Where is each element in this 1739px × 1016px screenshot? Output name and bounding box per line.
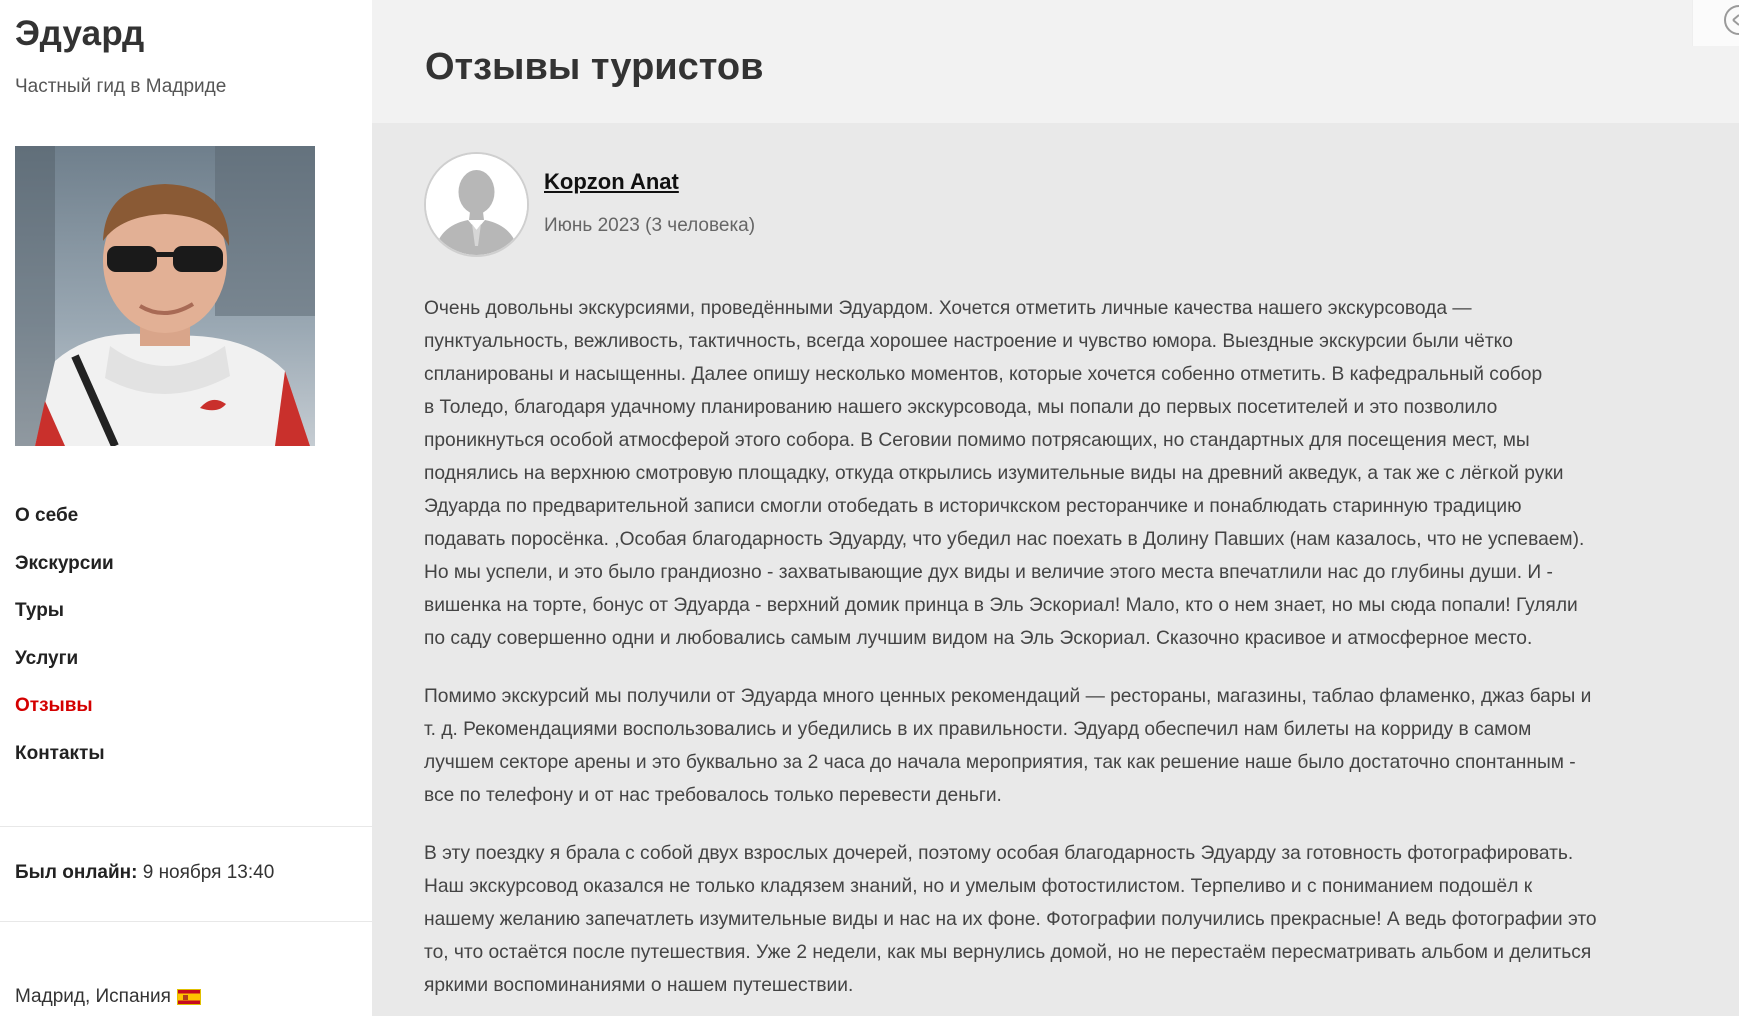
spain-flag-icon (177, 989, 201, 1005)
guide-photo (15, 146, 315, 446)
scroll-up-widget[interactable] (1692, 0, 1739, 46)
sidebar-divider (0, 826, 372, 827)
nav-item-reviews[interactable]: Отзывы (15, 695, 93, 716)
review-text (424, 292, 1724, 1016)
last-online-label: Был онлайн: (15, 862, 138, 883)
nav-item-tours[interactable]: Туры (15, 600, 65, 621)
location-text: Мадрид, Испания (15, 986, 171, 1007)
review-paragraph: Помимо экскурсий мы получили от Эдуарда много ценных рекомендаций — рестораны, магазины, таблао фламенко, джаз бары и т. д. Рекомендациями воспользовались и убедились в их правильности. Эдуард обеспечил нам билеты на корриду в самом лучшем секторе арены и это буквально за 2 часа до начала мероприятия, так как решение наше было достаточно спонтанным - все по телефону и от нас требовалось только перевести деньги. (424, 686, 1592, 806)
scroll-up-widget-icon (1723, 0, 1739, 40)
last-online-value: 9 ноября 13:40 (142, 862, 275, 883)
page-title: Отзывы туристов (425, 46, 764, 88)
guide-name[interactable]: Эдуард (15, 14, 145, 53)
sidebar-divider (0, 921, 372, 922)
sidebar (0, 0, 372, 1016)
guide-location (15, 986, 201, 1008)
guide-portrait-image (15, 146, 315, 446)
nav-item-services[interactable]: Услуги (15, 647, 79, 669)
reviewer-avatar (424, 152, 529, 257)
default-user-silhouette-icon (426, 154, 527, 255)
nav-item-contacts[interactable]: Контакты (15, 742, 105, 764)
guide-subtitle: Частный гид в Мадриде (15, 76, 227, 97)
sidebar-nav (15, 500, 114, 785)
reviewer-name-link[interactable]: Kopzon Anat (544, 169, 679, 194)
review-date-and-group: Июнь 2023 (3 человека) (544, 215, 756, 236)
last-online (15, 862, 274, 884)
nav-item-about[interactable]: О себе (15, 505, 79, 526)
nav-item-excursions[interactable]: Экскурсии (15, 552, 114, 574)
review-paragraph: Очень довольны экскурсиями, проведёнными Эдуардом. Хочется отметить личные качества нашего экскурсовода — пунктуальность, вежливость, тактичность, всегда хорошее настроение и чувство юмора. Выездные экскурсии были чётко спланированы и насыщенны. Далее опишу несколько моментов, которые хочется собенно отметить. В кафедральный собор в Толедо, благодаря удачному планированию нашего экскурсовода, мы попали до первых посетителей и это позволило проникнуться особой атмосферой этого собора. В Сеговии помимо потрясающих, но стандартных для посещения мест, мы поднялись на верхнюю смотровую площадку, откуда открылись изумительные виды на древний акведук, а так же с лёгкой руки Эдуарда по предварительной записи смогли отобедать в историчкском ресторанчике и понаблюдать старинную традицию подавать поросёнка. ,Особая благодарность Эдуарду, что убедил нас поехать в Долину Павших (нам казалось, что не успеваем). Но мы успели, и это было грандиозно - захватывающие дух виды и величие этого места впечатлили нас до глубины души. И - вишенка на торте, бонус от Эдуарда - верхний домик принца в Эль Эскориал! Мало, кто о нем знает, но мы сюда попали! Гуляли по саду совершенно одни и любовались самым лучшим видом на Эль Эскориал. Сказочно красивое и атмосферное место. (424, 298, 1585, 649)
review-paragraph: В эту поездку я брала с собой двух взрослых дочерей, поэтому особая благодарность Эдуарду за готовность фотографировать. Наш экскурсовод оказался не только кладязем знаний, но и умелым фотостилистом. Терпеливо и с пониманием подошёл к нашему желанию запечатлеть изумительные виды и нас на их фоне. Фотографии получились прекрасные! А ведь фотографии это то, что остаётся после путешествия. Уже 2 недели, как мы вернулись домой, но не перестаём пересматривать альбом и делиться яркими воспоминаниями о нашем путешествии. (424, 843, 1597, 996)
